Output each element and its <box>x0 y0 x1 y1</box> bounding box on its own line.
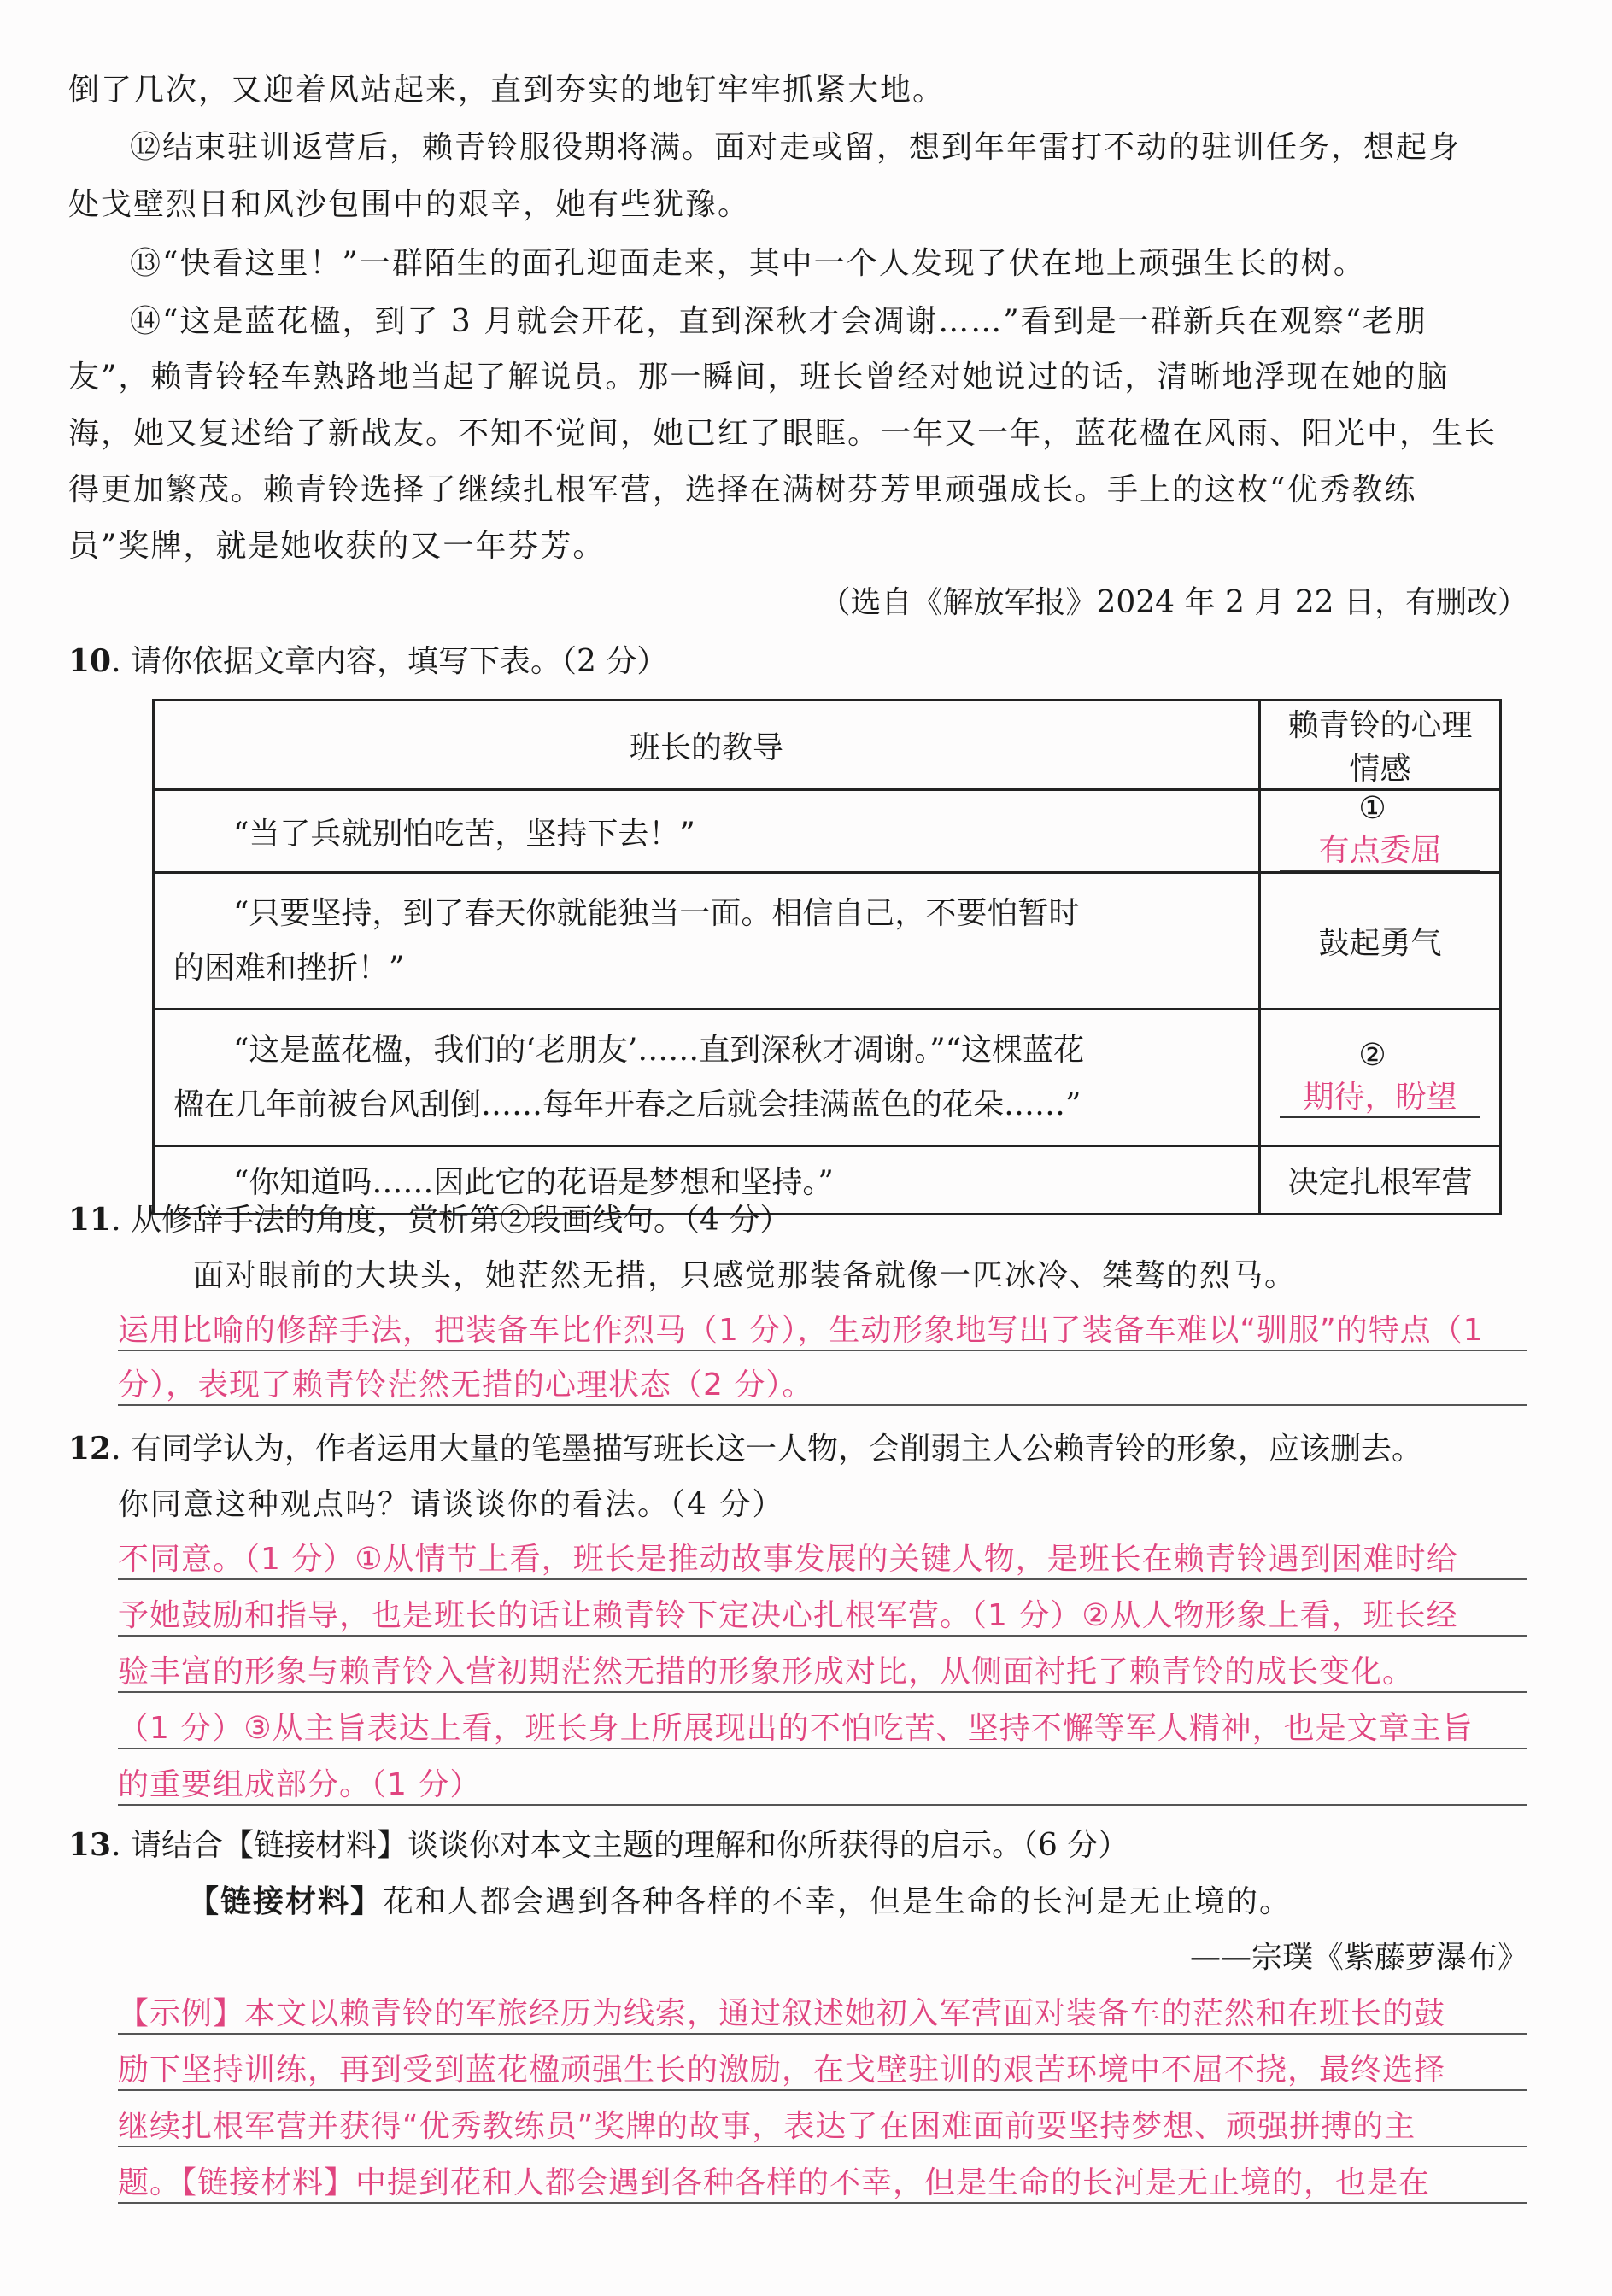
cell-line: “这是蓝花楹，我们的‘老朋友’……直到深秋才凋谢。”“这棵蓝花 <box>233 1032 1085 1068</box>
answer-line: 予她鼓励和指导，也是班长的话让赖青铃下定决心扎根军营。（1 分）②从人物形象上看，班长经 <box>118 1597 1527 1637</box>
circled-number: ① <box>1358 791 1386 826</box>
question-11 <box>68 1201 790 1239</box>
table-row <box>154 790 1501 873</box>
question-text: . 请你依据文章内容，填写下表。（2 分） <box>111 644 668 679</box>
answer-table <box>152 699 1502 1215</box>
cell-line: “只要坚持，到了春天你就能独当一面。相信自己，不要怕暂时 <box>233 895 1080 931</box>
question-13 <box>68 1826 1128 1865</box>
answer-line: 不同意。（1 分）①从情节上看，班长是推动故事发展的关键人物，是班长在赖青铃遇到困难时给 <box>118 1541 1527 1580</box>
table-cell: 鼓起勇气 <box>1260 873 1501 1010</box>
paragraph-12-line: ⑫结束驻训返营后，赖青铃服役期将满。面对走或留，想到年年雷打不动的驻训任务，想起身 <box>130 130 1462 165</box>
question-text: . 请结合【链接材料】谈谈你对本文主题的理解和你所获得的启示。（6 分） <box>111 1828 1129 1863</box>
material-source: ——宗璞《紫藤萝瀑布》 <box>1189 1940 1528 1975</box>
answer-line: 励下坚持训练，再到受到蓝花楹顽强生长的激励，在戈壁驻训的艰苦环境中不屈不挠，最终选择 <box>118 2052 1527 2091</box>
question-text: . 有同学认为，作者运用大量的笔墨描写班长这一人物，会削弱主人公赖青铃的形象，应该删去。 <box>111 1432 1422 1467</box>
table-header: 班长的教导 <box>154 700 1260 790</box>
question-10 <box>68 642 667 681</box>
paragraph-12-line: 处戈壁烈日和风沙包围中的艰辛，她有些犹豫。 <box>68 187 751 222</box>
answer-line: 题。【链接材料】中提到花和人都会遇到各种各样的不幸，但是生命的长河是无止境的，也是在 <box>118 2164 1527 2204</box>
table-cell: “你知道吗……因此它的花语是梦想和坚持。” <box>154 1146 1260 1215</box>
table-header-row <box>154 700 1501 790</box>
answer-line: 【示例】本文以赖青铃的军旅经历为线索，通过叙述她初入军营面对装备车的茫然和在班长的鼓 <box>118 1995 1527 2035</box>
table-cell <box>154 873 1260 1010</box>
question-text: . 从修辞手法的角度，赏析第②段画线句。（4 分） <box>111 1203 791 1238</box>
paragraph-14-line: 得更加繁茂。赖青铃选择了继续扎根军营，选择在满树芬芳里顽强成长。手上的这枚“优秀教练 <box>68 472 1417 507</box>
table-cell: “当了兵就别怕吃苦，坚持下去！” <box>154 790 1260 873</box>
material-label: 【链接材料】 <box>188 1883 384 1919</box>
table-cell <box>1260 790 1501 873</box>
table-header: 赖青铃的心理情感 <box>1260 700 1501 790</box>
answer-line: 运用比喻的修辞手法，把装备车比作烈马（1 分），生动形象地写出了装备车难以“驯服”的特点（1 <box>118 1312 1527 1351</box>
fill-in-answer: 期待，盼望 <box>1280 1073 1480 1118</box>
table-cell: 决定扎根军营 <box>1260 1146 1501 1215</box>
table-cell <box>1260 1010 1501 1146</box>
table-row <box>154 1010 1501 1146</box>
cell-line: 的困难和挫折！” <box>173 950 405 986</box>
question-text: 你同意这种观点吗？请谈谈你的看法。（4 分） <box>118 1487 785 1522</box>
answer-line: 继续扎根军营并获得“优秀教练员”奖牌的故事，表达了在困难面前要坚持梦想、顽强拼搏的主 <box>118 2108 1527 2147</box>
paragraph-14-line: 员”奖牌，就是她收获的又一年芬芳。 <box>68 529 606 564</box>
fill-in-answer: 有点委屈 <box>1280 826 1480 871</box>
paragraph-14-line: 友”，赖青铃轻车熟路地当起了解说员。那一瞬间，班长曾经对她说过的话，清晰地浮现在她的脑 <box>68 360 1450 395</box>
answer-line: 验丰富的形象与赖青铃入营初期茫然无措的形象形成对比，从侧面衬托了赖青铃的成长变化。 <box>118 1654 1527 1693</box>
quoted-sentence: 面对眼前的大块头，她茫然无措，只感觉那装备就像一匹冰冷、桀骜的烈马。 <box>193 1258 1298 1293</box>
question-number: 10 <box>68 643 112 679</box>
question-12 <box>68 1430 1422 1468</box>
question-number: 13 <box>68 1827 112 1863</box>
question-number: 11 <box>68 1202 112 1238</box>
paragraph-13: ⑬“快看这里！”一群陌生的面孔迎面走来，其中一个人发现了伏在地上顽强生长的树。 <box>130 246 1366 281</box>
answer-line: 分），表现了赖青铃茫然无措的心理状态（2 分）。 <box>118 1367 1527 1406</box>
table-cell <box>154 1010 1260 1146</box>
source-citation: （选自《解放军报》2024 年 2 月 22 日，有删改） <box>819 585 1528 620</box>
link-material <box>188 1883 1292 1921</box>
paragraph-14-line: 海，她又复述给了新战友。不知不觉间，她已红了眼眶。一年又一年，蓝花楹在风雨、阳光中，生长 <box>68 416 1498 451</box>
paragraph-14-line: ⑭“这是蓝花楹，到了 3 月就会开花，直到深秋才会凋谢……”看到是一群新兵在观察“老朋 <box>130 304 1428 339</box>
passage-line: 倒了几次，又迎着风站起来，直到夯实的地钉牢牢抓紧大地。 <box>68 73 946 108</box>
answer-line: 的重要组成部分。（1 分） <box>118 1766 1527 1806</box>
material-text: 花和人都会遇到各种各样的不幸，但是生命的长河是无止境的。 <box>383 1884 1293 1919</box>
table-row <box>154 873 1501 1010</box>
circled-number: ② <box>1358 1037 1386 1073</box>
answer-line: （1 分）③从主旨表达上看，班长身上所展现出的不怕吃苦、坚持不懈等军人精神，也是文章主旨 <box>118 1710 1527 1749</box>
cell-line: 楹在几年前被台风刮倒……每年开春之后就会挂满蓝色的花朵……” <box>173 1086 1082 1122</box>
question-number: 12 <box>68 1431 112 1467</box>
